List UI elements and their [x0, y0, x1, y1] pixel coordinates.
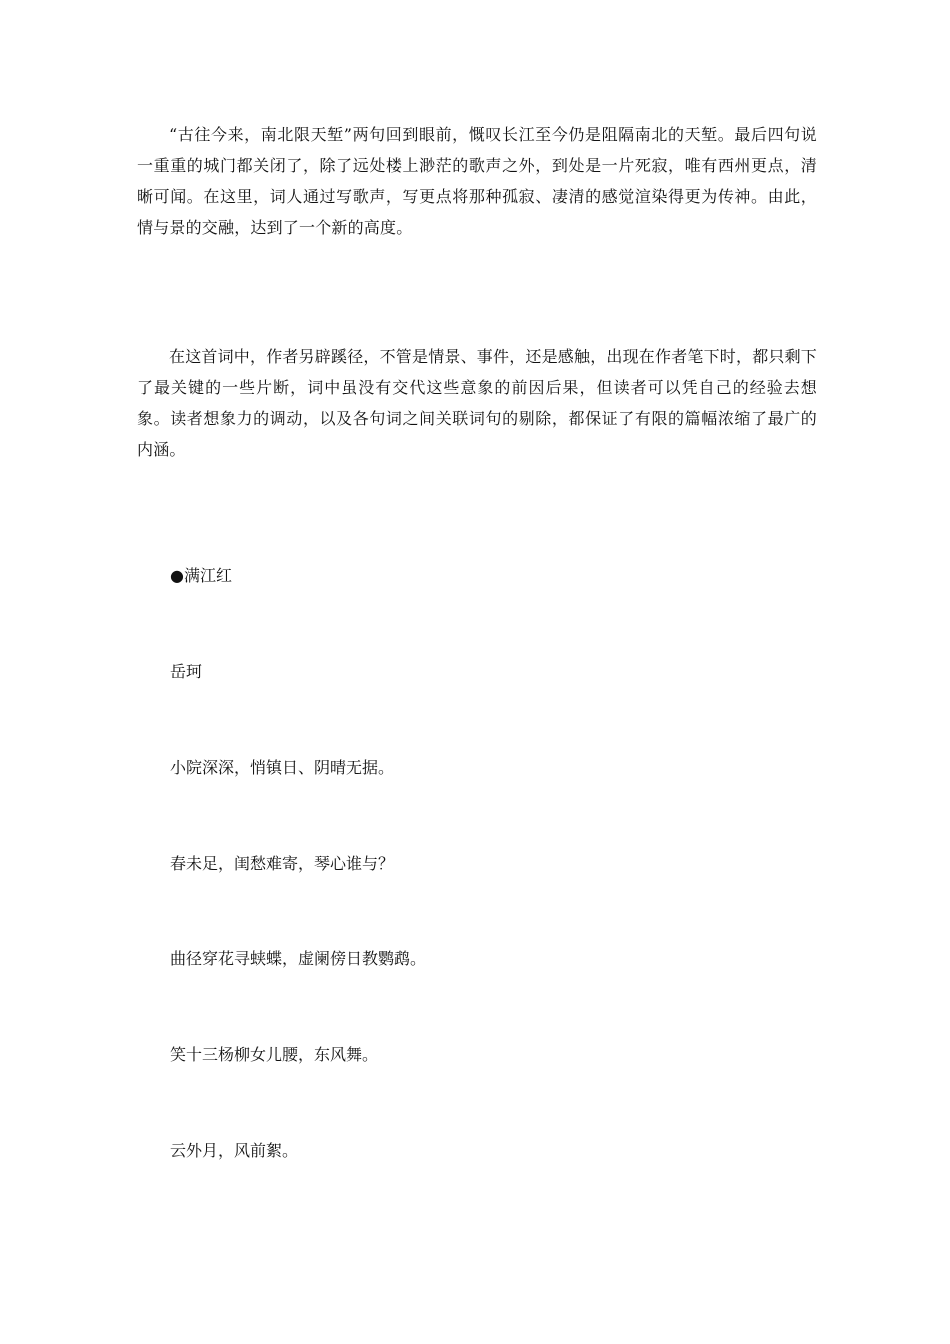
- poem-line: 小院深深，悄镇日、阴晴无据。: [170, 758, 395, 777]
- poem-line: 曲径穿花寻蛱蝶，虚阑傍日教鹦鹉。: [170, 949, 427, 968]
- poem-line: 云外月，风前絮。: [170, 1141, 299, 1160]
- poem-line: 笑十三杨柳女儿腰，东风舞。: [170, 1045, 379, 1064]
- poem-line: 春未足，闺愁难寄，琴心谁与？: [170, 854, 395, 873]
- poem-title: ●满江红: [170, 566, 232, 585]
- paragraph-commentary-2: 在这首词中，作者另辟蹊径，不管是情景、事件，还是感触，出现在作者笔下时，都只剩下了最关键的一些片断，词中虽没有交代这些意象的前因后果，但读者可以凭自己的经验去想象。读者想象力的调动，以及各句词之间关联词句的剔除，都保证了有限的篇幅浓缩了最广的内涵。: [137, 347, 818, 459]
- poem-author: 岳珂: [170, 662, 203, 681]
- paragraph-commentary-1: “古往今来，南北限天堑”两句回到眼前，慨叹长江至今仍是阻隔南北的天堑。最后四句说一重重的城门都关闭了，除了远处楼上渺茫的歌声之外，到处是一片死寂，唯有西州更点，清晰可闻。在这里，词人通过写歌声，写更点将那种孤寂、凄清的感觉渲染得更为传神。由此，情与景的交融，达到了一个新的高度。: [137, 125, 817, 237]
